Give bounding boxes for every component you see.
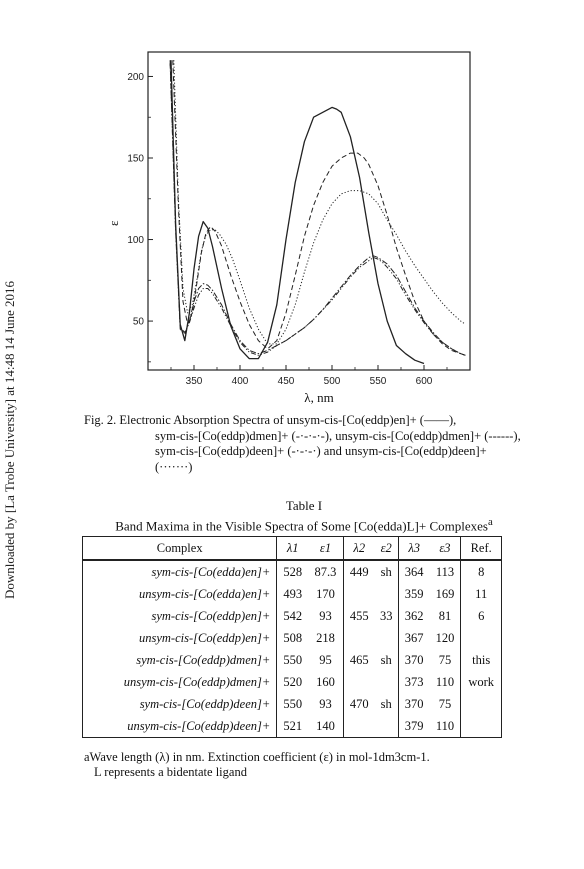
cell-e1: 218 [316, 630, 335, 645]
x-tick-label: 500 [323, 376, 341, 387]
table-row [83, 715, 502, 738]
header-epsilon-1: ε1 [308, 537, 343, 561]
cell-l2 [343, 715, 374, 738]
cell-ref: work [461, 671, 502, 693]
table-footnote [84, 750, 524, 780]
band-maxima-table [82, 536, 502, 738]
table-row [83, 649, 502, 671]
cell-l1: 550 [277, 693, 308, 715]
cell-e2: 33 [379, 608, 393, 623]
figure-caption-line-1: Fig. 2. Electronic Absorption Spectra of unsym-cis-[Co(eddp)en]+ (——), [84, 413, 457, 427]
cell-ref: this [461, 649, 502, 671]
cell-e1: 93 [319, 696, 332, 711]
table-title-text [84, 514, 524, 534]
cell-complex: unsym-cis-[Co(eddp)dmen]+ [123, 674, 271, 689]
cell-l3: 362 [398, 605, 429, 627]
table-row [83, 693, 502, 715]
header-lambda-1: λ1 [277, 537, 308, 561]
cell-e3: 81 [438, 608, 452, 623]
absorption-spectra-chart [90, 40, 490, 410]
cell-ref [461, 627, 502, 649]
cell-complex: sym-cis-[Co(eddp)deen]+ [139, 696, 271, 711]
cell-e1: 140 [316, 718, 335, 733]
cell-e1: 160 [316, 674, 335, 689]
footnote-line-2: L represents a bidentate ligand [94, 765, 247, 779]
table-title [84, 498, 524, 534]
figure-caption-line-4: (·······) [155, 459, 193, 474]
cell-ref: 6 [461, 605, 502, 627]
plot-frame [148, 52, 470, 370]
y-tick-label: 50 [132, 316, 144, 328]
absorption-spectra-figure [90, 40, 490, 410]
table-title-footnote-mark: a [487, 516, 493, 528]
cell-l3: 379 [398, 715, 429, 738]
cell-e3: 110 [435, 674, 455, 689]
header-complex: Complex [83, 537, 277, 561]
cell-e1: 95 [319, 652, 332, 667]
cell-e2 [375, 715, 399, 738]
download-watermark [2, 260, 18, 620]
table-row [83, 627, 502, 649]
spectrum-line-dash-dot-dot [170, 63, 465, 355]
cell-l2: 449 [343, 560, 374, 583]
cell-l1: 520 [277, 671, 308, 693]
table-number: Table I [285, 498, 323, 513]
cell-l3: 370 [398, 693, 429, 715]
cell-complex: sym-cis-[Co(eddp)dmen]+ [136, 652, 271, 667]
cell-l3: 373 [398, 671, 429, 693]
header-ref: Ref. [461, 537, 502, 561]
spectrum-line-dash [173, 60, 466, 355]
cell-l2 [343, 627, 374, 649]
cell-e3: 75 [438, 652, 452, 667]
x-axis-label: λ, nm [304, 390, 334, 405]
cell-l2 [343, 671, 374, 693]
x-tick-label: 400 [231, 376, 249, 387]
cell-l3: 370 [398, 649, 429, 671]
cell-l3: 359 [398, 583, 429, 605]
table-row [83, 605, 502, 627]
spectrum-line-dash-dot [170, 60, 465, 355]
table-title-main: Band Maxima in the Visible Spectra of Some [Co(edda)L]+ Complexes [115, 518, 488, 534]
figure-caption-line-3: sym-cis-[Co(eddp)deen]+ (-·-·-·) and unsym-cis-[Co(eddp)deen]+ [155, 444, 487, 458]
header-epsilon-2: ε2 [375, 537, 399, 561]
header-lambda-2: λ2 [343, 537, 374, 561]
table-header-row [83, 537, 502, 561]
cell-e2 [375, 583, 399, 605]
cell-l1: 550 [277, 649, 308, 671]
cell-e3: 169 [435, 586, 455, 601]
cell-e2 [375, 627, 399, 649]
cell-e1: 93 [319, 608, 332, 623]
cell-ref [461, 693, 502, 715]
table-row [83, 671, 502, 693]
cell-e2: sh [380, 696, 392, 711]
cell-e1: 87.3 [314, 564, 337, 579]
cell-l3: 364 [398, 560, 429, 583]
cell-e2: sh [380, 652, 392, 667]
cell-l1: 528 [277, 560, 308, 583]
cell-e3: 110 [435, 718, 455, 733]
y-tick-label: 150 [127, 153, 144, 165]
cell-ref [461, 715, 502, 738]
cell-l1: 508 [277, 627, 308, 649]
cell-l3: 367 [398, 627, 429, 649]
cell-complex: unsym-cis-[Co(edda)en]+ [138, 586, 271, 601]
table-row [83, 560, 502, 583]
x-tick-label: 550 [369, 376, 387, 387]
cell-l2: 455 [343, 605, 374, 627]
cell-l2: 465 [343, 649, 374, 671]
cell-e3: 75 [438, 696, 452, 711]
cell-complex: unsym-cis-[Co(eddp)deen]+ [127, 718, 271, 733]
cell-ref: 8 [461, 560, 502, 583]
y-axis-label: ε [106, 220, 121, 226]
x-tick-label: 450 [277, 376, 295, 387]
footnote-line-1: aWave length (λ) in nm. Extinction coefficient (ε) in mol-1dm3cm-1. [84, 750, 430, 764]
header-epsilon-3: ε3 [430, 537, 461, 561]
header-lambda-3: λ3 [398, 537, 429, 561]
cell-complex: sym-cis-[Co(eddp)en]+ [151, 608, 271, 623]
x-tick-label: 350 [185, 376, 203, 387]
cell-l2 [343, 583, 374, 605]
cell-e3: 113 [435, 564, 455, 579]
cell-l1: 521 [277, 715, 308, 738]
table-row [83, 583, 502, 605]
figure-caption-line-2: sym-cis-[Co(eddp)dmen]+ (-·-·-·-), unsym-cis-[Co(eddp)dmen]+ (------), [155, 428, 521, 443]
cell-e1: 170 [316, 586, 335, 601]
cell-complex: sym-cis-[Co(edda)en]+ [151, 564, 271, 579]
cell-complex: unsym-cis-[Co(eddp)en]+ [138, 630, 271, 645]
cell-l2: 470 [343, 693, 374, 715]
cell-l1: 493 [277, 583, 308, 605]
y-tick-label: 200 [127, 71, 144, 83]
cell-l1: 542 [277, 605, 308, 627]
cell-ref: 11 [461, 583, 502, 605]
y-tick-label: 100 [127, 235, 144, 247]
x-tick-label: 600 [415, 376, 433, 387]
cell-e2 [375, 671, 399, 693]
download-watermark-text: Downloaded by [La Trobe University] at 14:48 14 June 2016 [2, 280, 17, 600]
cell-e3: 120 [435, 630, 455, 645]
cell-e2: sh [380, 564, 392, 579]
figure-caption [84, 413, 524, 475]
